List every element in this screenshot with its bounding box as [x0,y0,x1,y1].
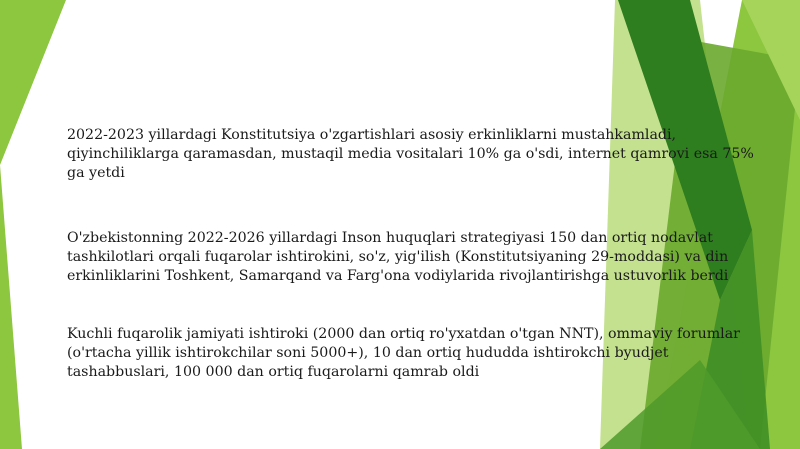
left-edge-shard [0,0,66,165]
paragraph-constitution-changes: 2022-2023 yillardagi Konstitutsiya o'zgartishlari asosiy erkinliklarni mustahkamladi, qiyinchiliklarga qaramasdan, mustaqil media vositalari 10% ga o'sdi, internet qamrovi esa 75% ga yetdi [67,127,754,181]
left-edge-lower-shard [0,165,22,449]
paragraph-civil-society: Kuchli fuqarolik jamiyati ishtiroki (2000 dan ortiq ro'yxatdan o'tgan NNT), ommaviy forumlar (o'rtacha yillik ishtirokchilar soni 5000+), 10 dan ortiq hududda ishtirokchi byudjet tashabbuslari, 100 000 dan ortiq fuqarolarni qamrab oldi [67,326,740,380]
paragraph-human-rights-strategy: O'zbekistonning 2022-2026 yillardagi Inson huquqlari strategiyasi 150 dan ortiq nodavlat tashkilotlari orqali fuqarolar ishtirokini, so'z, yig'ilish (Konstitutsiyaning 29-moddasi) va din erkinliklarini Toshkent, Samarqand va Farg'ona vodiylarida rivojlantirishga ustuvorlik berdi [67,230,729,284]
